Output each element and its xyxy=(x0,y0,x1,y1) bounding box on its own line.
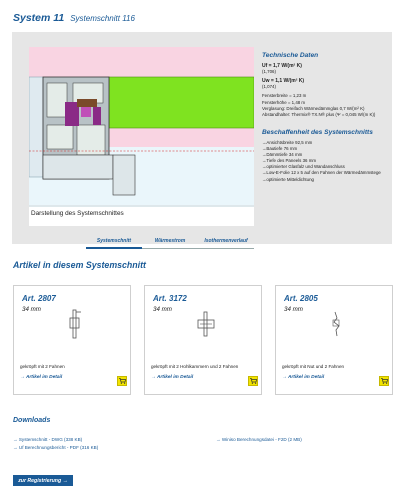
article-code: Art. 3172 xyxy=(153,294,187,303)
article-size: 34 mm xyxy=(284,306,303,313)
tech-line: Fensterbreite = 1,23 m xyxy=(262,93,307,99)
cart-button[interactable] xyxy=(379,376,389,386)
thermal-seal xyxy=(93,107,101,125)
section-drawing xyxy=(29,47,254,226)
properties-list xyxy=(262,140,388,183)
property-item: → Low-E-Folie 12 x 5 auf den Fahnen der Wärmedämmstege xyxy=(262,170,388,176)
uf-value: Uf = 1,7 W/(m² K) xyxy=(262,63,302,70)
cart-button[interactable] xyxy=(117,376,127,386)
frame-chamber-4 xyxy=(77,125,105,155)
article-code: Art. 2807 xyxy=(22,294,56,303)
insulation-strip xyxy=(77,99,97,107)
cart-icon xyxy=(381,378,388,384)
thermal-insert xyxy=(81,107,91,117)
technical-data xyxy=(262,53,388,183)
article-detail-link[interactable]: → Artikel im Detail xyxy=(20,375,63,380)
cart-icon xyxy=(250,378,257,384)
article-description: gekröpft mit 2 Fahnen xyxy=(20,364,65,369)
article-detail-link[interactable]: → Artikel im Detail xyxy=(282,375,325,380)
profile-thumbnail-icon xyxy=(321,308,353,340)
tech-line: Verglasung: Dreifach Wärmedämmglas 0,7 W/(m² K) xyxy=(262,105,365,111)
download-link-f2d[interactable]: → Winiso Berechnungsdatei - F2D (2 MB) xyxy=(216,437,302,442)
article-detail-link[interactable]: → Artikel im Detail xyxy=(151,375,194,380)
tech-line: Fensterhöhe = 1,48 m xyxy=(262,99,306,105)
article-card xyxy=(144,285,262,395)
tech-line: Abstandhalter: Thermix® TX.N® plus (Ψ = 0,045 W/(m K)) xyxy=(262,111,376,117)
article-description: gekröpft mit 2 Hohlkammern und 2 Fahnen xyxy=(151,364,239,369)
cart-button[interactable] xyxy=(248,376,258,386)
tab-isothermenverlauf[interactable]: Isothermenverlauf xyxy=(198,238,254,249)
page-title: System 11 xyxy=(13,12,65,24)
article-code: Art. 2805 xyxy=(284,294,318,303)
wall-left xyxy=(29,77,43,177)
article-size: 34 mm xyxy=(22,306,41,313)
property-item: → Bautiefe 76 mm xyxy=(262,146,388,152)
tab-waermestrom[interactable]: Wärmestrom xyxy=(142,238,198,249)
page-header xyxy=(13,12,135,24)
article-card xyxy=(275,285,393,395)
property-item: → Ansichtsbreite 92,5 mm xyxy=(262,140,388,146)
lower-frame xyxy=(43,155,113,179)
cart-icon xyxy=(119,378,126,384)
article-description: gekröpft mit Nut und 2 Fahnen xyxy=(282,364,345,369)
property-item: → optimierte Mitteldichtung xyxy=(262,177,388,183)
download-link-pdf[interactable]: → Uf Berechnungsbericht - PDF (316 KB) xyxy=(13,445,99,450)
article-size: 34 mm xyxy=(153,306,172,313)
downloads-title: Downloads xyxy=(13,417,51,424)
register-button[interactable]: zur Registrierung → xyxy=(13,475,73,486)
uf-detail: (1,706) xyxy=(262,69,276,75)
property-item: → Dämmtiefe 34 mm xyxy=(262,152,388,158)
frame-chamber-3 xyxy=(47,125,73,149)
tab-systemschnitt[interactable]: Systemschnitt xyxy=(86,238,142,249)
property-item: → Tiefe des Paneels 36 mm xyxy=(262,158,388,164)
article-card xyxy=(13,285,131,395)
download-link-dwg[interactable]: → Systemschnitt - DWG (338 KB) xyxy=(13,437,83,442)
viewer-caption: Darstellung des Systemschnittes xyxy=(31,210,124,217)
technical-title: Technische Daten xyxy=(262,52,319,59)
properties-title: Beschaffenheit des Systemschnitts xyxy=(262,128,373,136)
uw-detail: (1,074) xyxy=(262,84,276,90)
profile-thumbnail-icon xyxy=(59,308,91,340)
viewer-tab-bar xyxy=(86,238,254,249)
lower-frame-ext xyxy=(113,155,135,195)
articles-title: Artikel in diesem Systemschnitt xyxy=(13,260,146,270)
property-item: → optimierter Glasfalz und Wandanschluss xyxy=(262,164,388,170)
uw-value: Uw = 1,1 W/(m² K) xyxy=(262,78,305,85)
glass-pane xyxy=(109,77,254,128)
section-viewer xyxy=(29,47,254,226)
profile-thumbnail-icon xyxy=(190,308,222,340)
page-subtitle: Systemschnitt 116 xyxy=(70,14,135,23)
thermal-break xyxy=(65,102,79,126)
frame-chamber-1 xyxy=(47,83,67,117)
